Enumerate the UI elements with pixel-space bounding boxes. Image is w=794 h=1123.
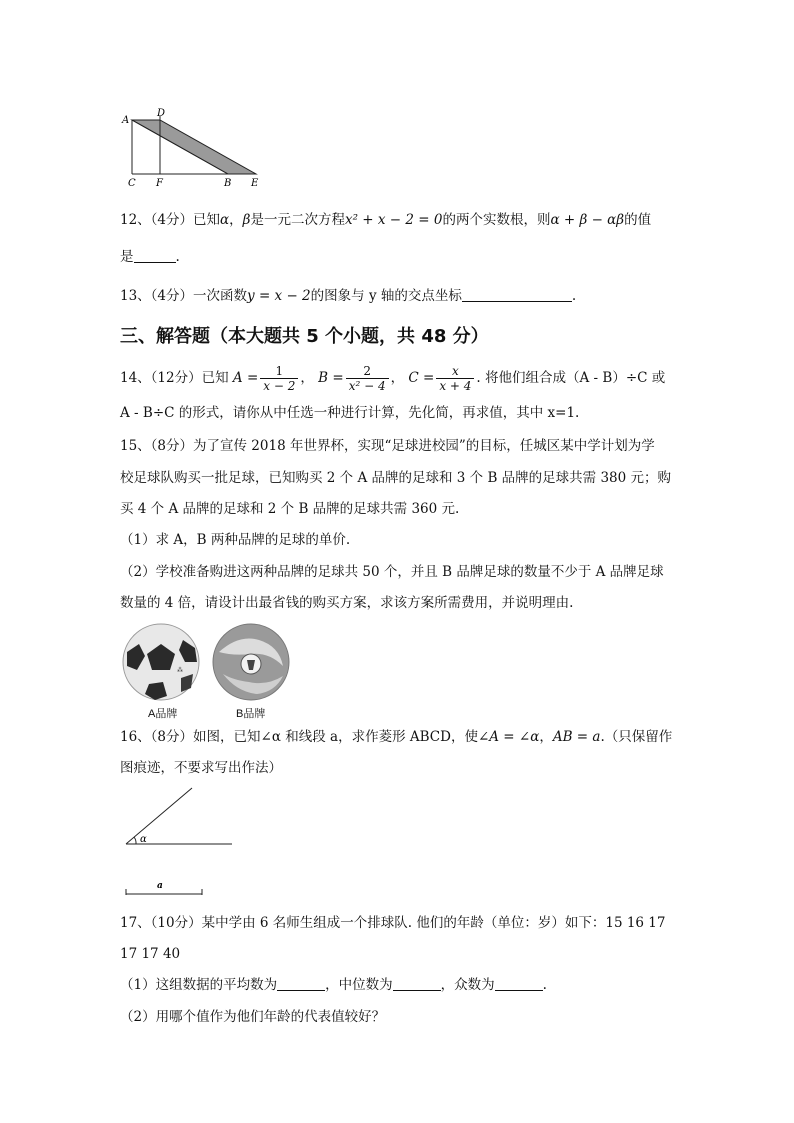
q16-line1	[120, 727, 672, 747]
segment-a-figure	[120, 876, 210, 900]
q12-line2-text: 是	[120, 249, 134, 265]
q13-function: y = x − 2	[247, 288, 311, 304]
q16-comma: ，	[539, 729, 553, 745]
q14-B-lhs: B =	[318, 370, 344, 386]
geometry-figure-triangles	[118, 108, 268, 190]
q15-part2-line2: 数量的 4 倍，请设计出最省钱的购买方案，求该方案所需费用，并说明理由.	[120, 595, 574, 611]
q16-condition-angle: ∠A = ∠α	[477, 729, 540, 745]
q16-prefix: 16、（8分）如图，已知∠α 和线段 a，求作菱形 ABCD，使	[120, 729, 478, 745]
q14-A-lhs: A =	[232, 370, 259, 386]
q15-line2: 校足球队购买一批足球，已知购买 2 个 A 品牌的足球和 3 个 B 品牌的足球共需 380 元；购	[120, 470, 672, 486]
section-3-heading: 三、解答题（本大题共 5 个小题，共 48 分）	[120, 326, 489, 347]
q14-line2: A - B÷C 的形式，请你从中任选一种进行计算，先化简，再求值，其中 x=1.	[120, 405, 580, 421]
q12-mid1: 是一元二次方程	[250, 212, 345, 228]
q13-mid: 的图象与 y 轴的交点坐标	[310, 288, 462, 304]
q14-suffix: . 将他们组合成（A - B）÷C 或	[476, 370, 666, 386]
q12-beta: β	[242, 212, 251, 228]
angle-alpha-label: α	[140, 834, 147, 845]
shaded-region	[132, 120, 256, 174]
label-B: B	[224, 178, 232, 189]
q16-condition-side: AB = a	[552, 729, 601, 745]
q13-answer-blank[interactable]	[462, 287, 572, 302]
q17-part1-b: ，中位数为	[325, 977, 393, 993]
q17-part2: （2）用哪个值作为他们年龄的代表值较好？	[120, 1009, 386, 1025]
q14-fraction-B: $\frac{2}{\text{x² − 4}}$	[346, 364, 389, 393]
q17-part1-end: .	[542, 977, 547, 993]
q17-line2: 17 17 40	[120, 946, 181, 962]
q12-mid2: 的两个实数根，则	[442, 212, 551, 228]
q15-line1: 15、（8分）为了宣传 2018 年世界杯，实现“足球进校园”的目标，任城区某中学计划为学	[120, 438, 655, 454]
q12-line1	[120, 210, 651, 230]
q14-C-lhs: C =	[408, 370, 435, 386]
football-a-caption: A品牌	[148, 708, 178, 720]
q13-end: .	[571, 288, 577, 304]
angle-alpha-figure	[120, 784, 240, 854]
q14-line1	[120, 360, 665, 396]
segment-AB	[132, 120, 228, 174]
q17-part1	[120, 975, 547, 995]
q14-fraction-A: $\frac{1}{x - 2}$	[260, 364, 298, 393]
q12-line2	[120, 247, 180, 267]
q12-equation: x² + x − 2 = 0	[344, 212, 443, 228]
q14-sep2: ，	[390, 370, 405, 386]
q14-prefix: 14、（12分）已知	[120, 370, 229, 386]
label-D: D	[157, 108, 166, 119]
q16-suffix: .（只保留作	[600, 729, 673, 745]
football-b-caption: B品牌	[236, 708, 266, 720]
q12-comma: ，	[229, 212, 243, 228]
q13-prefix: 13、（4分）一次函数	[120, 288, 248, 304]
label-F: F	[156, 178, 163, 189]
q14-sep1: ，	[300, 370, 314, 386]
svg-text:⁂: ⁂	[177, 667, 183, 674]
segment-a-label: a	[157, 881, 163, 891]
q12-suffix: 的值	[624, 212, 652, 228]
q14-fraction-C: $\frac{x}{x + 4}$	[436, 364, 474, 393]
q12-answer-blank[interactable]	[134, 248, 176, 263]
label-A: A	[122, 115, 130, 126]
q12-prefix: 12、（4分）已知	[120, 212, 221, 228]
q17-mode-blank[interactable]	[495, 976, 543, 991]
q15-part2-line1: （2）学校准备购进这两种品牌的足球共 50 个，并且 B 品牌足球的数量不少于 A 品牌足球	[120, 564, 664, 580]
q17-part1-c: ，众数为	[440, 977, 495, 993]
football-a-image	[119, 622, 203, 702]
q12-expression: α + β − αβ	[550, 212, 625, 228]
q12-end: .	[175, 249, 180, 265]
q17-median-blank[interactable]	[393, 976, 441, 991]
label-C: C	[128, 178, 136, 189]
label-E: E	[251, 178, 259, 189]
q17-part1-a: （1）这组数据的平均数为	[120, 977, 278, 993]
q15-part1: （1）求 A，B 两种品牌的足球的单价.	[120, 532, 351, 548]
q16-line2: 图痕迹，不要求写出作法）	[120, 760, 282, 776]
football-b-image	[209, 622, 293, 702]
q12-alpha: α	[220, 212, 230, 228]
q17-line1: 17、（10分）某中学由 6 名师生组成一个排球队. 他们的年龄（单位：岁）如下：15 16 17	[120, 915, 666, 931]
q17-mean-blank[interactable]	[277, 976, 325, 991]
q15-line3: 买 4 个 A 品牌的足球和 2 个 B 品牌的足球共需 360 元.	[120, 501, 460, 517]
q13-line	[120, 286, 576, 306]
